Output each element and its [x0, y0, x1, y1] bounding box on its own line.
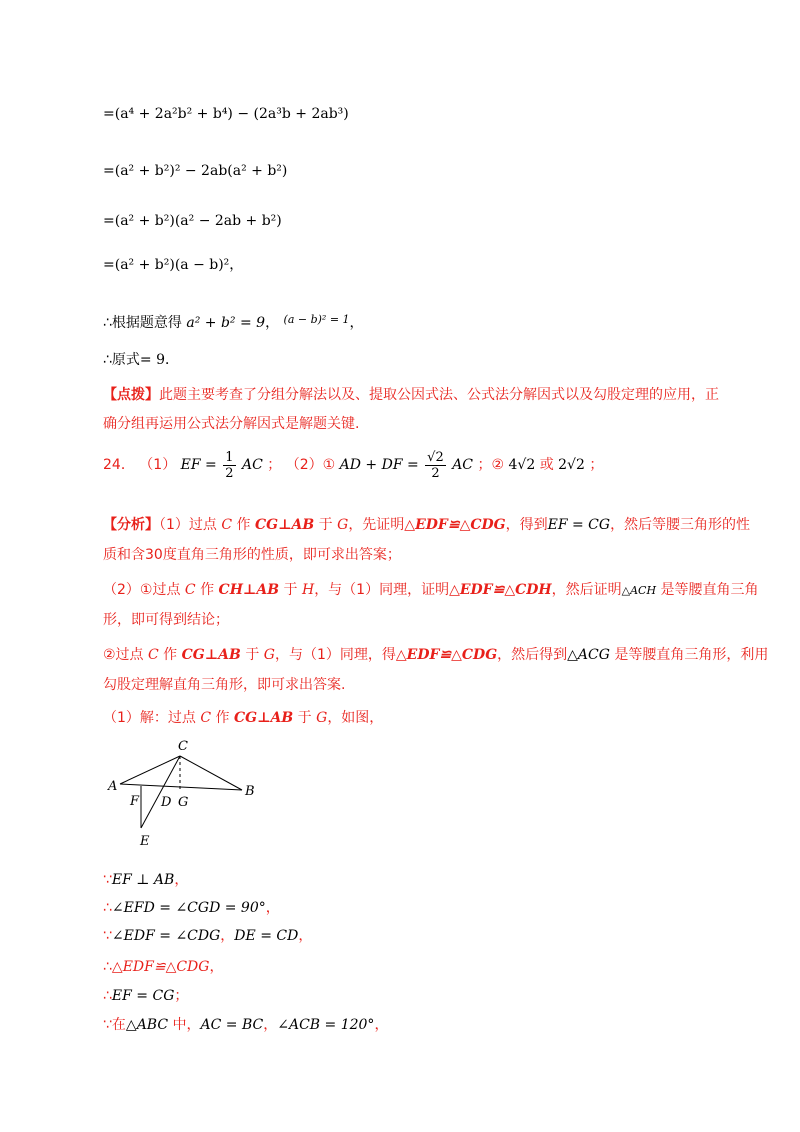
analysis-text: 于 — [240, 647, 264, 663]
q24-end: ； — [589, 457, 604, 473]
step-3: =(a² + b²)(a² − 2ab + b²) — [103, 213, 282, 229]
step-5 — [103, 310, 364, 333]
analysis-eq: EF = CG — [547, 517, 611, 533]
analysis-var: C — [184, 582, 196, 598]
proof-tail: ， — [174, 872, 189, 888]
q24-ans1-den: 2 — [225, 465, 234, 481]
analysis-var: CH⊥AB — [218, 582, 280, 598]
proof-eq: DE = CD — [234, 928, 299, 944]
proof-tail: ， — [209, 959, 224, 975]
proof-tail: ， — [265, 900, 280, 916]
label-C: C — [178, 739, 188, 754]
q24-or: 或 — [539, 457, 554, 473]
step-2: =(a² + b²)² − 2ab(a² + b²) — [103, 163, 288, 179]
q24-ans3b: 2√2 — [558, 457, 585, 473]
analysis-line-6: 勾股定理解直角三角形，即可求出答案. — [103, 677, 346, 693]
step-6-tail: ． — [165, 352, 180, 368]
q24-part1: （1） — [139, 457, 177, 473]
analysis-eq: △ACG — [567, 647, 610, 663]
q24-ans1-num: 1 — [225, 449, 234, 465]
analysis-text: 作 — [232, 517, 255, 533]
solution-var: C — [200, 710, 212, 726]
label-B: B — [245, 784, 255, 799]
q24-part2: （2）① — [285, 457, 336, 473]
solution-text: ，如图， — [327, 710, 384, 726]
analysis-var: CG⊥AB — [181, 647, 241, 663]
label-D: D — [161, 795, 172, 810]
proof-eq: ∠EFD = ∠CGD = 90° — [111, 900, 266, 916]
q24-sep2: ；② — [477, 457, 505, 473]
proof-eq: ∠EDF = ∠CDG — [111, 928, 221, 944]
proof-tail: ， — [374, 1017, 389, 1033]
analysis-line-4: 形，即可得到结论； — [103, 612, 229, 628]
proof-line-4 — [103, 957, 223, 977]
solution-text: 于 — [293, 710, 317, 726]
proof-sep: ， — [263, 1017, 278, 1033]
analysis-text: （2）①过点 — [103, 582, 185, 598]
tip-text-1: 此题主要考查了分组分解法以及、提取公因式法、公式法分解因式以及勾股定理的应用，正 — [159, 387, 719, 403]
proof-symbol: ∴△ — [103, 959, 123, 975]
analysis-text: ②过点 — [103, 647, 149, 663]
solution-var: CG⊥AB — [233, 710, 294, 726]
proof-line-6 — [103, 1015, 388, 1035]
analysis-text: ，得到 — [505, 517, 548, 533]
segment-AB — [120, 784, 242, 790]
step-6-eq: = 9 — [139, 352, 166, 368]
segment-CE — [141, 756, 180, 828]
q24-ans2-lhs: AD + DF = — [339, 457, 419, 473]
proof-tail: ； — [174, 988, 189, 1004]
proof-text: 中， — [168, 1017, 201, 1033]
label-E: E — [140, 834, 150, 849]
analysis-text: ，与（1）同理，证明△ — [314, 582, 460, 598]
proof-symbol: ∵ — [103, 928, 112, 944]
q24-ans2-num: √2 — [427, 449, 444, 465]
analysis-text: （1）过点 — [159, 517, 222, 533]
analysis-var: H — [301, 582, 315, 598]
solution-var: G — [316, 710, 328, 726]
q24-ans1-rhs: AC — [241, 457, 263, 473]
q24-answer — [103, 449, 603, 481]
q24-ans2-rhs: AC — [452, 457, 474, 473]
proof-eq: AC = BC — [200, 1017, 264, 1033]
analysis-var: EDF≌△CDG — [406, 647, 498, 663]
analysis-var: EDF≌△CDH — [459, 582, 552, 598]
tip-tag: 【点拨】 — [103, 387, 159, 403]
step-6 — [103, 350, 179, 370]
step-5-eq2: (a − b)² = 1 — [283, 313, 350, 326]
proof-line-3 — [103, 926, 312, 946]
label-F: F — [130, 794, 140, 809]
proof-symbol: ∵在 — [103, 1017, 126, 1033]
tip-line-2: 确分组再运用公式法分解因式是解题关键. — [103, 416, 360, 432]
step-5-sep: ， — [265, 315, 280, 331]
label-A: A — [108, 779, 118, 794]
q24-ans2 — [339, 449, 478, 481]
proof-line-5 — [103, 986, 188, 1006]
analysis-text: 于 — [314, 517, 338, 533]
proof-sep: ， — [220, 928, 235, 944]
solution-text: 作 — [211, 710, 234, 726]
q24-number: 24． — [103, 457, 135, 473]
segment-CB — [180, 756, 242, 790]
analysis-text: 于 — [279, 582, 302, 598]
label-G: G — [178, 795, 189, 810]
analysis-text: ，与（1）同理，得△ — [274, 647, 407, 663]
analysis-text: 作 — [158, 647, 182, 663]
step-5-tail: ， — [349, 315, 364, 331]
proof-eq: EF = CG — [111, 988, 175, 1004]
q24-ans1-frac — [223, 450, 235, 481]
step-5-eq1: a² + b² = 9 — [186, 315, 266, 331]
analysis-text: 是等腰直角三角 — [656, 582, 759, 598]
analysis-var: C — [148, 647, 159, 663]
analysis-var: C — [221, 517, 233, 533]
proof-line-2 — [103, 898, 280, 918]
step-1: =(a⁴ + 2a²b² + b⁴) − (2a³b + 2ab³) — [103, 106, 349, 122]
step-4-tail: ， — [229, 257, 244, 273]
analysis-text: 作 — [195, 582, 219, 598]
q24-ans1-lhs: EF = — [180, 457, 217, 473]
analysis-var: EDF≌△CDG — [415, 517, 506, 533]
q24-ans2-den: 2 — [431, 465, 440, 481]
proof-tail: ， — [298, 928, 313, 944]
solution-line-1 — [103, 708, 383, 728]
proof-symbol: ∴ — [103, 900, 112, 916]
analysis-var: G — [263, 647, 275, 663]
analysis-text: ，然后证明 — [551, 582, 622, 598]
q24-ans2-frac — [425, 450, 446, 481]
q24-ans1 — [180, 449, 268, 481]
analysis-tag: 【分析】 — [103, 517, 159, 533]
proof-eq: △ABC — [125, 1017, 169, 1033]
proof-symbol: ∴ — [103, 988, 112, 1004]
analysis-line-5 — [103, 645, 768, 665]
proof-symbol: ∵ — [103, 872, 112, 888]
analysis-line-1 — [103, 515, 750, 535]
analysis-line-2: 质和含30度直角三角形的性质，即可求出答案； — [103, 547, 401, 563]
tip-line-1 — [103, 385, 719, 405]
proof-eq: EDF≌△CDG — [122, 959, 210, 975]
proof-line-1 — [103, 870, 188, 890]
triangle-figure — [100, 735, 270, 850]
segment-AC — [120, 756, 180, 784]
analysis-line-3 — [103, 580, 759, 601]
proof-eq: EF ⊥ AB — [111, 872, 175, 888]
proof-eq: ∠ACB = 120° — [277, 1017, 375, 1033]
analysis-text: ，然后等腰三角形的性 — [610, 517, 751, 533]
analysis-text: ，先证明△ — [348, 517, 416, 533]
step-5-prefix: ∴根据题意得 — [103, 315, 182, 331]
solution-text: （1）解：过点 — [103, 710, 201, 726]
q24-sep1: ； — [267, 457, 282, 473]
analysis-var: CG⊥AB — [254, 517, 315, 533]
step-4 — [103, 255, 243, 275]
q24-ans3a: 4√2 — [508, 457, 536, 473]
analysis-var: G — [337, 517, 349, 533]
analysis-eq: △ACH — [621, 584, 657, 597]
analysis-text: 是等腰直角三角形，利用 — [609, 647, 769, 663]
step-4-expr: =(a² + b²)(a − b)² — [103, 257, 230, 273]
step-6-prefix: ∴原式 — [103, 352, 140, 368]
analysis-text: ，然后得到 — [497, 647, 568, 663]
